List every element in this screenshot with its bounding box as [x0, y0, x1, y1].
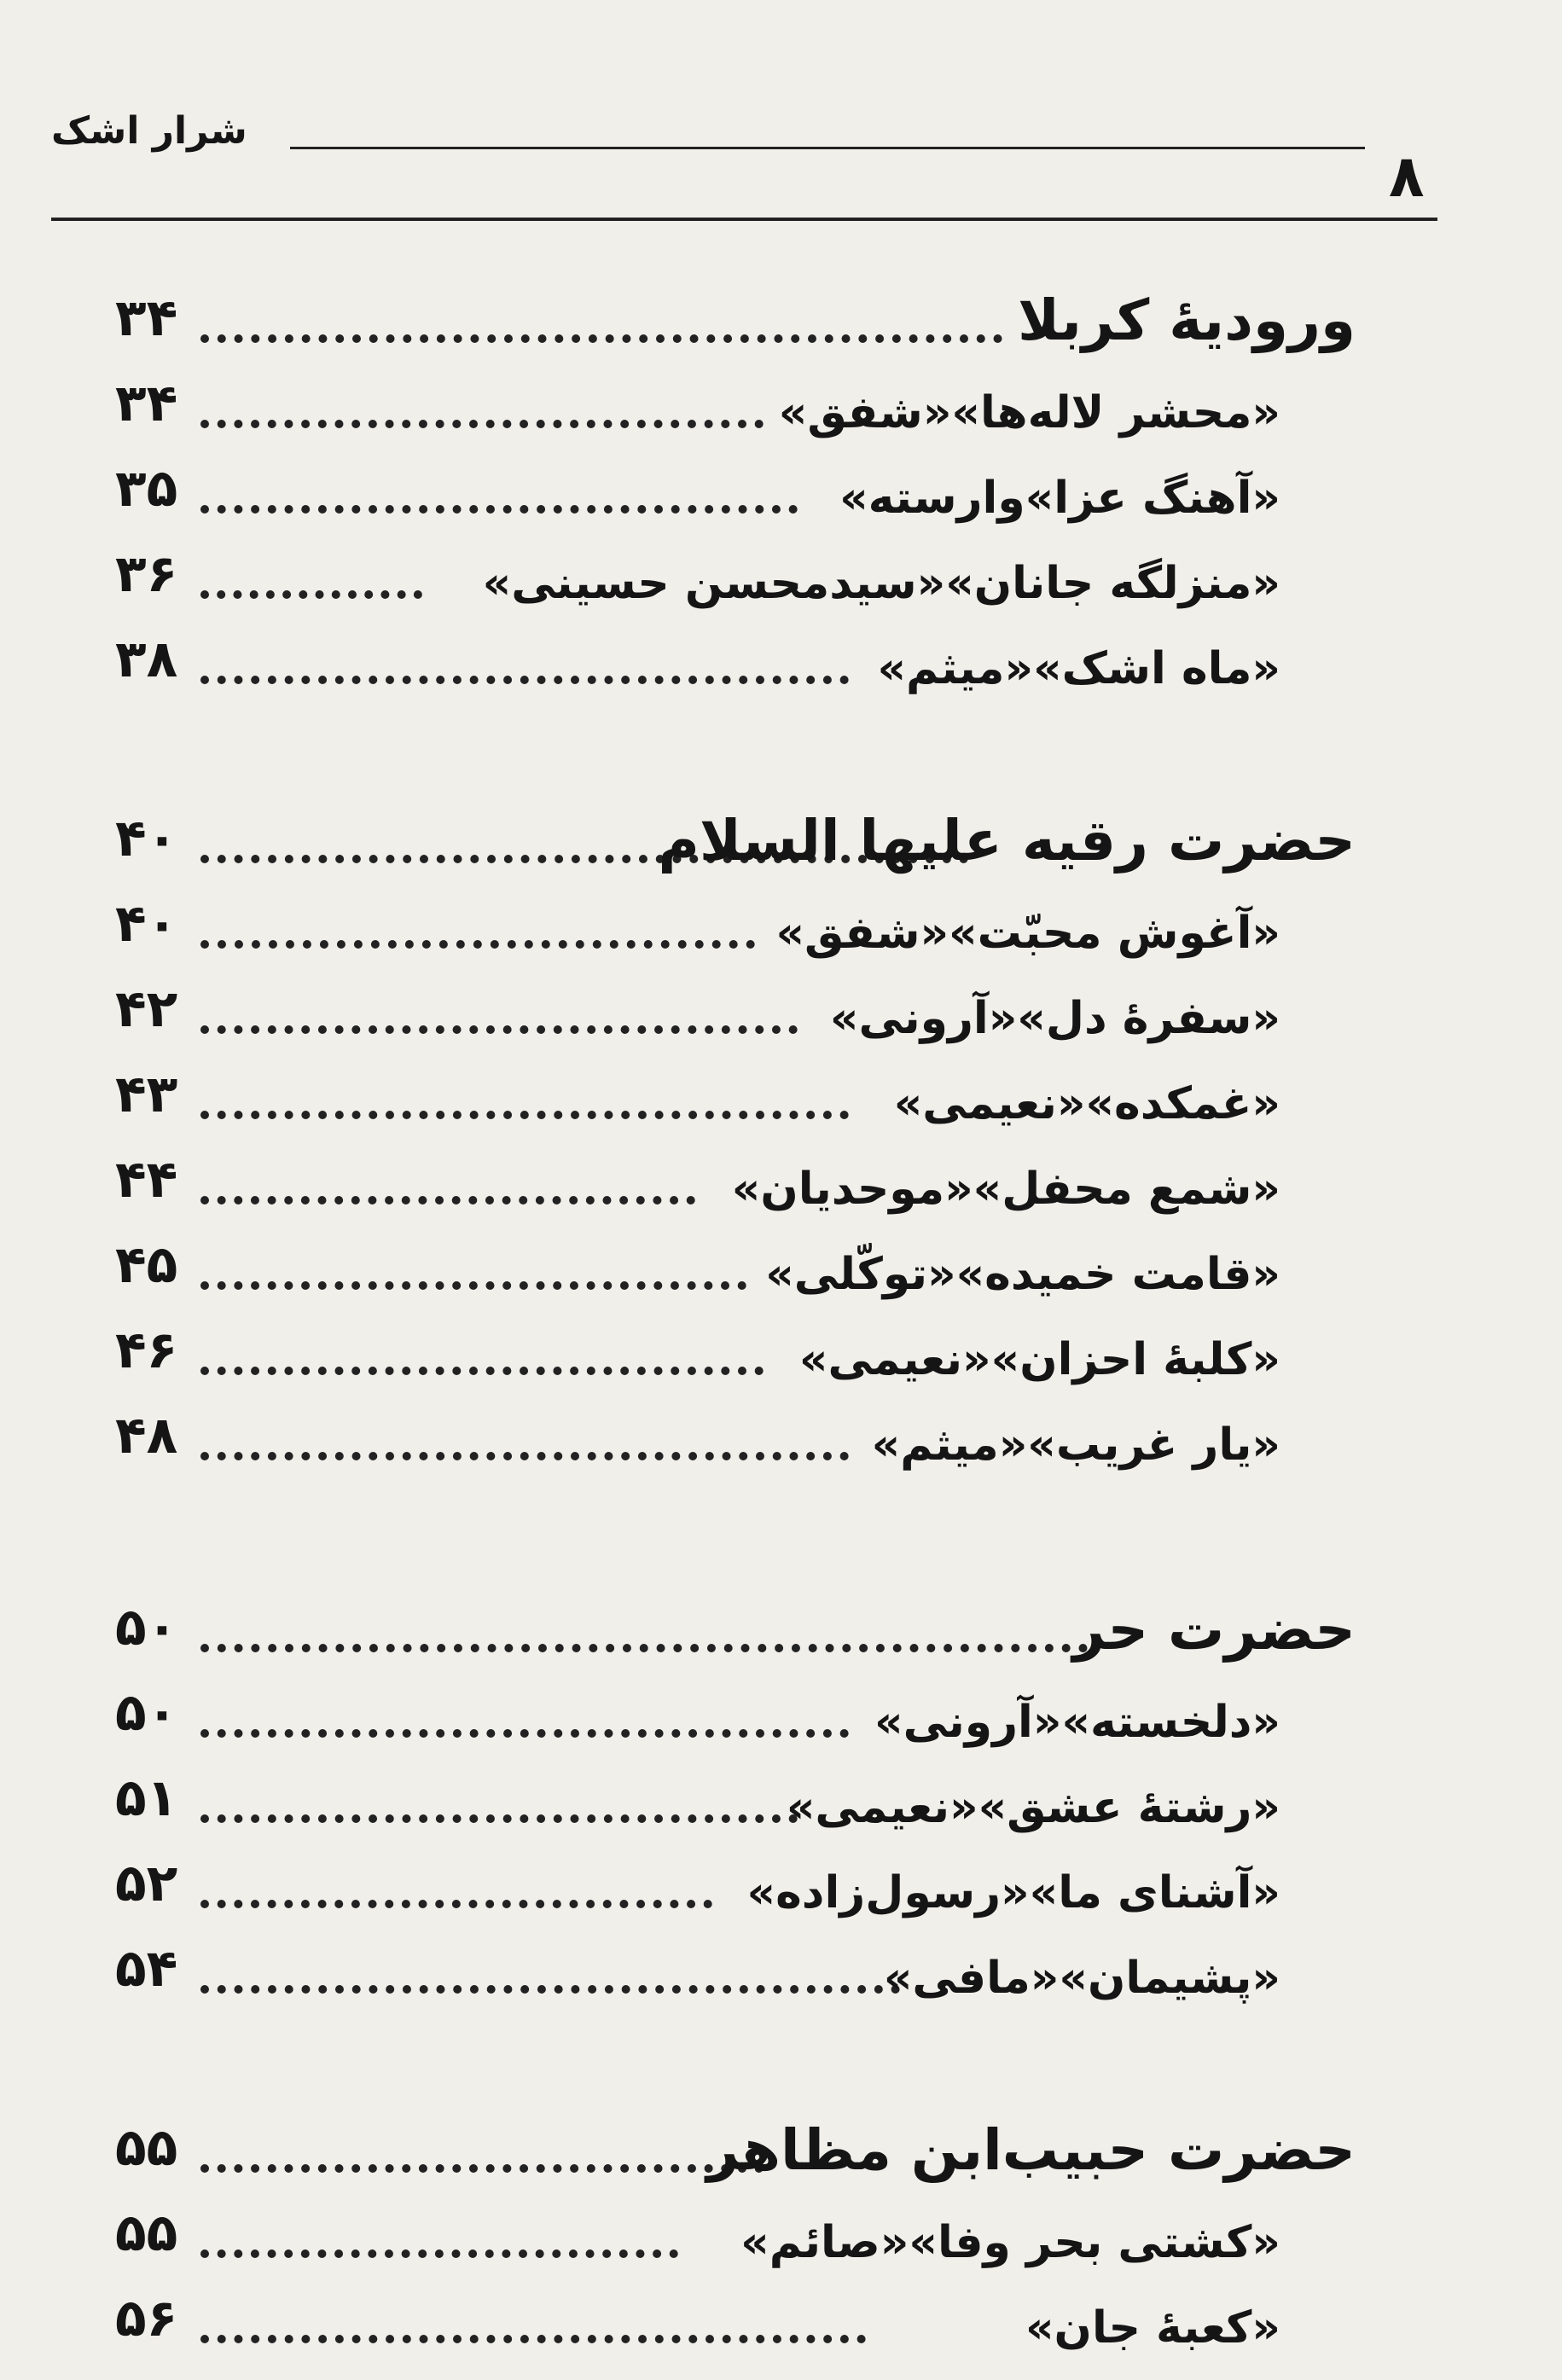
toc-section-title: حضرت حر	[1072, 1597, 1356, 1663]
toc-item	[0, 2265, 1562, 2359]
toc-item	[0, 1915, 1562, 2009]
dot-leader	[200, 1806, 798, 1823]
toc-item-title: «دلخسته»«آرونی»	[874, 1697, 1280, 1748]
toc-item-title: «سفرهٔ دل»«آرونی»	[829, 993, 1280, 1044]
toc-section-title: حضرت رقیه علیها السلام	[658, 808, 1356, 874]
toc-item-title: «قامت خمیده»«توکّلی»	[765, 1249, 1280, 1300]
toc-page-number: ۵۱	[115, 1768, 178, 1828]
dot-leader	[200, 1891, 712, 1908]
toc-page-number: ۴۰	[115, 894, 178, 954]
toc-item	[0, 1830, 1562, 1924]
toc-section	[0, 785, 1562, 879]
toc-page-number: ۴۲	[115, 979, 178, 1039]
toc-item-title: «آغوش محبّت»«شفق»	[775, 908, 1280, 959]
toc-page-number: ۴۳	[115, 1065, 178, 1124]
dot-leader	[200, 1017, 798, 1034]
page-number: ۸	[1389, 143, 1425, 211]
dot-leader	[200, 1635, 1088, 1652]
toc-section	[0, 1574, 1562, 1668]
dot-leader	[200, 2156, 764, 2173]
toc-page-number: ۳۶	[115, 544, 178, 604]
toc-page-number: ۴۰	[115, 809, 178, 868]
dot-leader	[200, 496, 798, 514]
toc-section-title: حضرت حبیب‌ابن مظاهر	[706, 2117, 1356, 2183]
toc-page-number: ۵۵	[115, 2118, 178, 2178]
toc-item	[0, 435, 1562, 529]
toc-section-title: ورودیهٔ کربلا	[1017, 287, 1356, 353]
toc-item	[0, 2180, 1562, 2273]
dot-leader	[200, 411, 764, 428]
toc-page-number: ۳۴	[115, 288, 178, 348]
toc-page-number: ۴۵	[115, 1235, 178, 1295]
dot-leader	[200, 1273, 746, 1290]
dot-leader	[200, 326, 1002, 343]
toc-item	[0, 870, 1562, 964]
toc-item	[0, 1297, 1562, 1390]
dot-leader	[200, 932, 755, 949]
toc-item	[0, 955, 1562, 1049]
toc-page-number: ۳۴	[115, 374, 178, 433]
toc-item-title: «رشتهٔ عشق»«نعیمی»	[786, 1782, 1280, 1833]
toc-item	[0, 1744, 1562, 1838]
toc-item	[0, 1211, 1562, 1305]
dot-leader	[200, 582, 422, 599]
toc-item-title: «محشر لاله‌ها»«شفق»	[778, 387, 1280, 438]
toc-page-number: ۵۲	[115, 1854, 178, 1913]
toc-page-number: ۵۵	[115, 2203, 178, 2263]
toc-item	[0, 350, 1562, 444]
toc-item-title: «غمکده»«نعیمی»	[893, 1078, 1280, 1129]
toc-page-number: ۴۸	[115, 1406, 178, 1466]
toc-item	[0, 1382, 1562, 1476]
toc-item	[0, 1659, 1562, 1753]
dot-leader	[200, 1102, 849, 1119]
toc-item-title: «کلبهٔ احزان»«نعیمی»	[798, 1334, 1280, 1385]
toc-item	[0, 606, 1562, 699]
toc-item-title: «ماه اشک»«میثم»	[877, 643, 1280, 694]
toc-page-number: ۵۰	[115, 1598, 178, 1657]
toc-item-title: «یار غریب»«میثم»	[871, 1419, 1280, 1471]
toc-item	[0, 520, 1562, 614]
dot-leader	[200, 1187, 695, 1205]
toc-section	[0, 2094, 1562, 2188]
toc-item-title: «پشیمان»«مافی»	[883, 1953, 1280, 2004]
dot-leader	[200, 1721, 849, 1738]
dot-leader	[200, 1443, 849, 1460]
toc-page-number: ۵۴	[115, 1939, 178, 1999]
toc-page-number: ۳۵	[115, 459, 178, 519]
toc-page-number: ۴۶	[115, 1321, 178, 1380]
dot-leader	[200, 2241, 678, 2258]
toc-item-title: «آهنگ عزا»وارسته»	[839, 473, 1280, 524]
dot-leader	[200, 667, 849, 684]
dot-leader	[200, 1977, 900, 1994]
toc-item-title: «کشتی بحر وفا»«صائم»	[740, 2217, 1280, 2268]
toc-item-title: «کعبهٔ جان»	[1025, 2302, 1280, 2354]
toc-page-number: ۴۴	[115, 1150, 178, 1210]
toc-item	[0, 1126, 1562, 1220]
toc-section	[0, 264, 1562, 358]
toc-item-title: «آشنای ما»«رسول‌زاده»	[746, 1867, 1280, 1919]
toc-page-number: ۵۶	[115, 2289, 178, 2348]
running-header-title: شرار اشک	[51, 109, 247, 153]
toc-page-number: ۵۰	[115, 1683, 178, 1743]
toc-page-number: ۳۸	[115, 630, 178, 689]
dot-leader	[200, 1358, 764, 1375]
toc-item-title: «شمع محفل»«موحدیان»	[731, 1164, 1280, 1215]
toc-item-title: «منزلگه جانان»«سیدمحسن حسینی»	[482, 558, 1280, 609]
dot-leader	[200, 2326, 866, 2343]
toc-item	[0, 1041, 1562, 1135]
